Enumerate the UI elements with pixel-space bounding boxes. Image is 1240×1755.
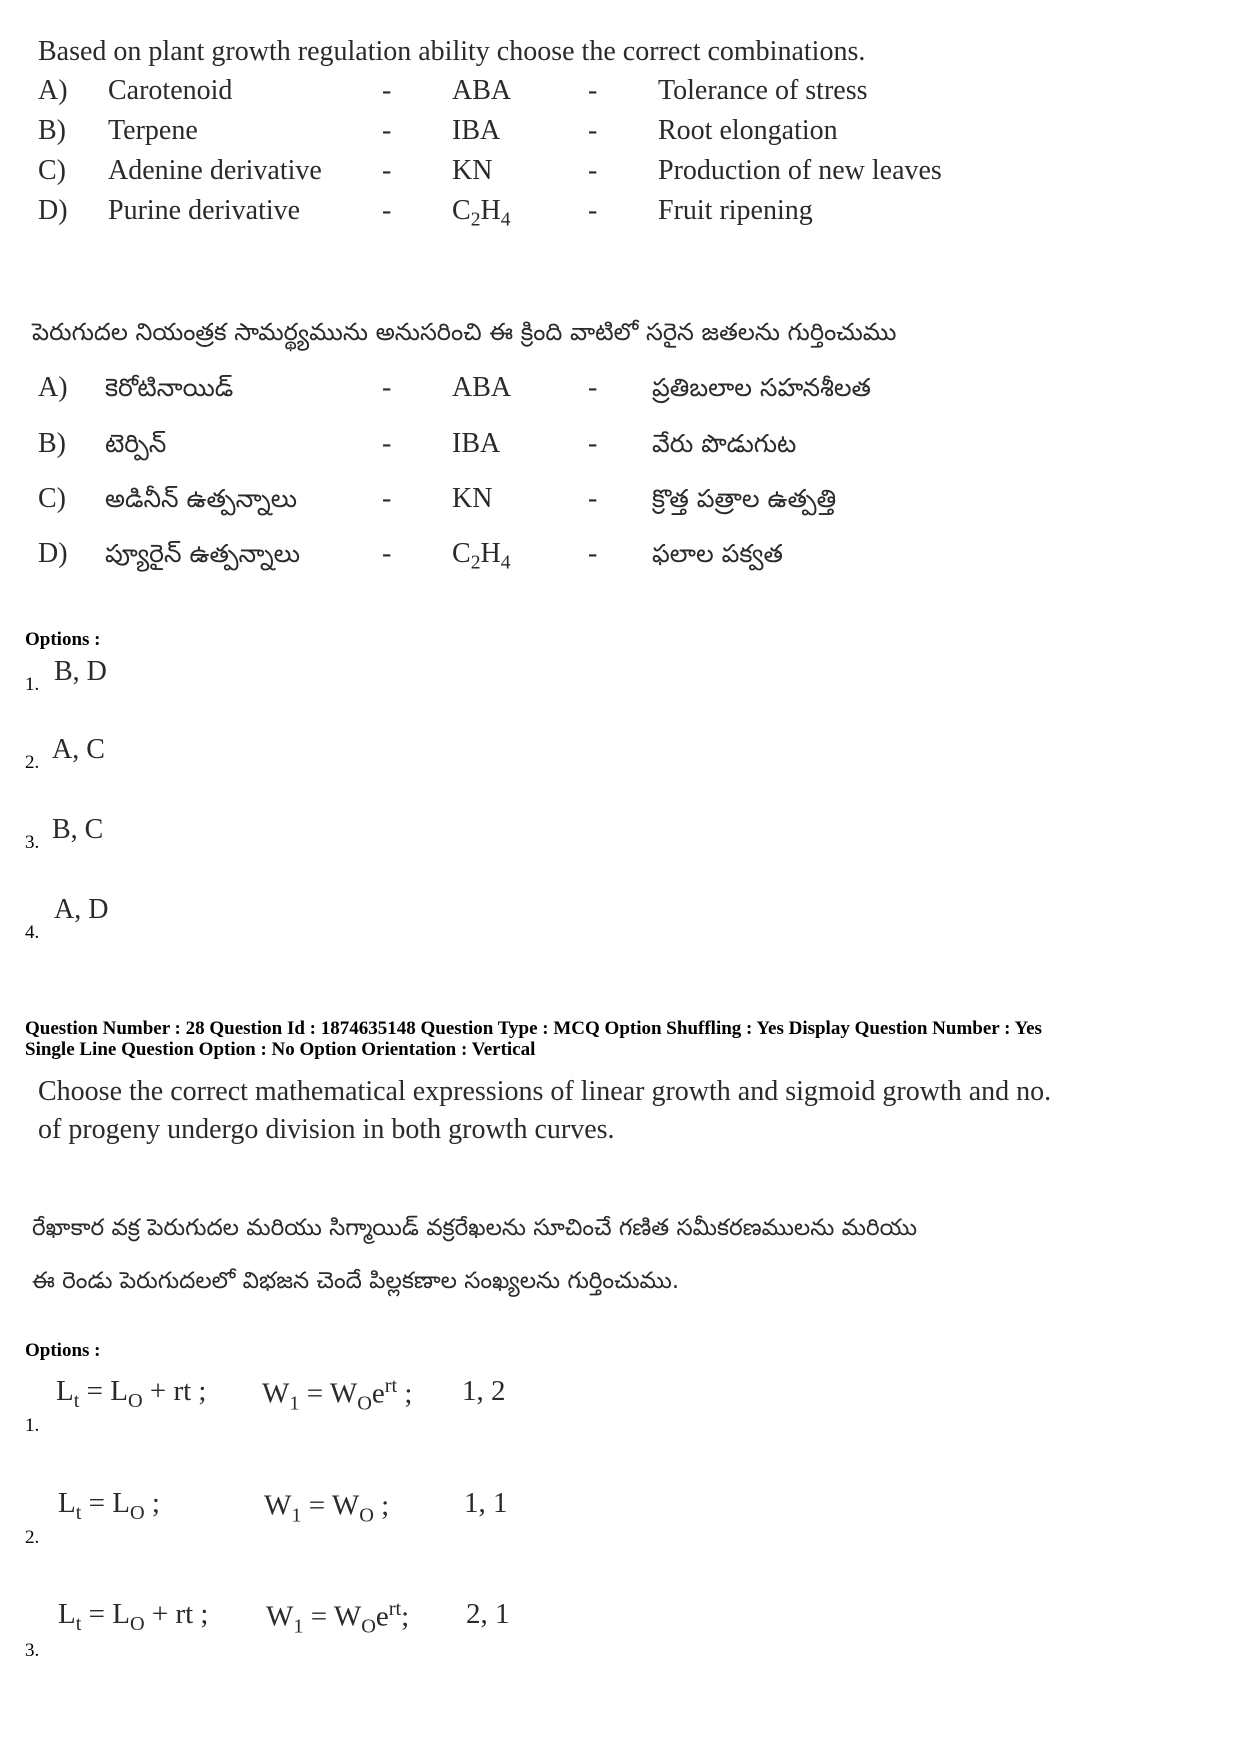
row-item: కెరోటినాయిడ్: [105, 373, 234, 402]
question-stem-english-line-2: of progeny undergo division in both growth curves.: [38, 1114, 615, 1145]
row-hormone-formula: $C_2H_4$: [452, 538, 511, 574]
row-letter: C): [38, 155, 66, 186]
progeny-count: 2, 1: [466, 1598, 510, 1630]
row-letter: D): [38, 195, 68, 226]
row-hormone: KN: [452, 155, 493, 186]
row-dash: -: [382, 372, 392, 403]
progeny-count: 1, 1: [464, 1487, 508, 1519]
option-number: 4.: [25, 922, 40, 943]
row-effect: Tolerance of stress: [658, 75, 868, 106]
row-item: అడినీన్ ఉత్పన్నాలు: [105, 484, 298, 513]
row-dash: -: [382, 75, 392, 106]
row-hormone: IBA: [452, 115, 501, 146]
option-number: 2.: [25, 1527, 40, 1548]
question-stem-telugu-line-1: రేఖాకార వక్ర పెరుగుదల మరియు సిగ్మాయిడ్ వక్రరేఖలను సూచించే గణిత సమీకరణములను మరియు: [32, 1215, 918, 1241]
row-effect: క్రొత్త పత్రాల ఉత్పత్తి: [652, 484, 837, 513]
row-effect: Production of new leaves: [658, 155, 942, 186]
progeny-count: 1, 2: [462, 1375, 506, 1407]
option-number: 3.: [25, 832, 40, 853]
row-letter: C): [38, 483, 66, 514]
row-letter: B): [38, 428, 66, 459]
question-meta-line-1: Question Number : 28 Question Id : 1874635148 Question Type : MCQ Option Shuffling : Yes Display Question Number : Yes: [25, 1018, 1042, 1039]
row-effect: Root elongation: [658, 115, 838, 146]
row-hormone: IBA: [452, 428, 501, 459]
sigmoid-growth-equation: $W_1 = W_Oe^{rt}$ ;: [262, 1375, 413, 1415]
row-item: Adenine derivative: [108, 155, 322, 186]
row-item: ప్యూరైన్ ఉత్పన్నాలు: [105, 539, 301, 568]
row-effect: ప్రతిబలాల సహనశీలత: [652, 373, 871, 402]
row-dash: -: [588, 115, 598, 146]
row-letter: A): [38, 372, 68, 403]
row-dash: -: [382, 115, 392, 146]
option-number: 3.: [25, 1640, 40, 1661]
row-letter: D): [38, 538, 68, 569]
row-dash: -: [382, 155, 392, 186]
row-dash: -: [382, 483, 392, 514]
option-text: A, C: [52, 734, 105, 765]
row-dash: -: [588, 75, 598, 106]
option-text: A, D: [54, 894, 109, 925]
row-hormone: KN: [452, 483, 493, 514]
option-number: 1.: [25, 1415, 40, 1436]
options-label: Options :: [25, 1340, 101, 1361]
sigmoid-growth-equation: $W_1 = W_Oe^{rt}$;: [266, 1598, 410, 1638]
row-dash: -: [588, 538, 598, 569]
linear-growth-equation: $L_t = L_O$ ;: [58, 1487, 160, 1524]
option-text: B, D: [54, 656, 107, 687]
options-label: Options :: [25, 629, 101, 650]
row-effect: ఫలాల పక్వత: [652, 539, 783, 568]
option-number: 2.: [25, 752, 40, 773]
question-stem-telugu-line-2: ఈ రెండు పెరుగుదలలో విభజన చెందే పిల్లకణాల సంఖ్యలను గుర్తించుము.: [32, 1268, 680, 1294]
option-text: B, C: [52, 814, 104, 845]
question-meta-line-2: Single Line Question Option : No Option Orientation : Vertical: [25, 1039, 536, 1060]
row-letter: B): [38, 115, 66, 146]
row-effect: వేరు పొడుగుట: [652, 429, 797, 458]
row-dash: -: [588, 195, 598, 226]
row-dash: -: [588, 155, 598, 186]
row-dash: -: [382, 195, 392, 226]
option-number: 1.: [25, 674, 40, 695]
sigmoid-growth-equation: $W_1 = W_O$ ;: [264, 1489, 390, 1527]
question-stem-english: Based on plant growth regulation ability choose the correct combinations.: [38, 36, 866, 67]
row-dash: -: [382, 538, 392, 569]
question-stem-telugu: పెరుగుదల నియంత్రక సామర్థ్యమును అనుసరించి ఈ క్రింది వాటిలో సరైన జతలను గుర్తించుము: [32, 318, 897, 346]
row-item: టెర్పిన్: [105, 429, 167, 458]
question-stem-english-line-1: Choose the correct mathematical expressions of linear growth and sigmoid growth and no.: [38, 1076, 1052, 1107]
row-item: Terpene: [108, 115, 198, 146]
row-effect: Fruit ripening: [658, 195, 813, 226]
row-item: Purine derivative: [108, 195, 301, 226]
row-item: Carotenoid: [108, 75, 233, 106]
linear-growth-equation: $L_t = L_O$ + rt ;: [56, 1375, 207, 1412]
row-dash: -: [588, 372, 598, 403]
row-hormone-formula: $C_2H_4$: [452, 195, 511, 231]
row-dash: -: [382, 428, 392, 459]
linear-growth-equation: $L_t = L_O$ + rt ;: [58, 1598, 209, 1635]
row-hormone: ABA: [452, 75, 512, 106]
row-dash: -: [588, 428, 598, 459]
row-dash: -: [588, 483, 598, 514]
row-hormone: ABA: [452, 372, 512, 403]
row-letter: A): [38, 75, 68, 106]
